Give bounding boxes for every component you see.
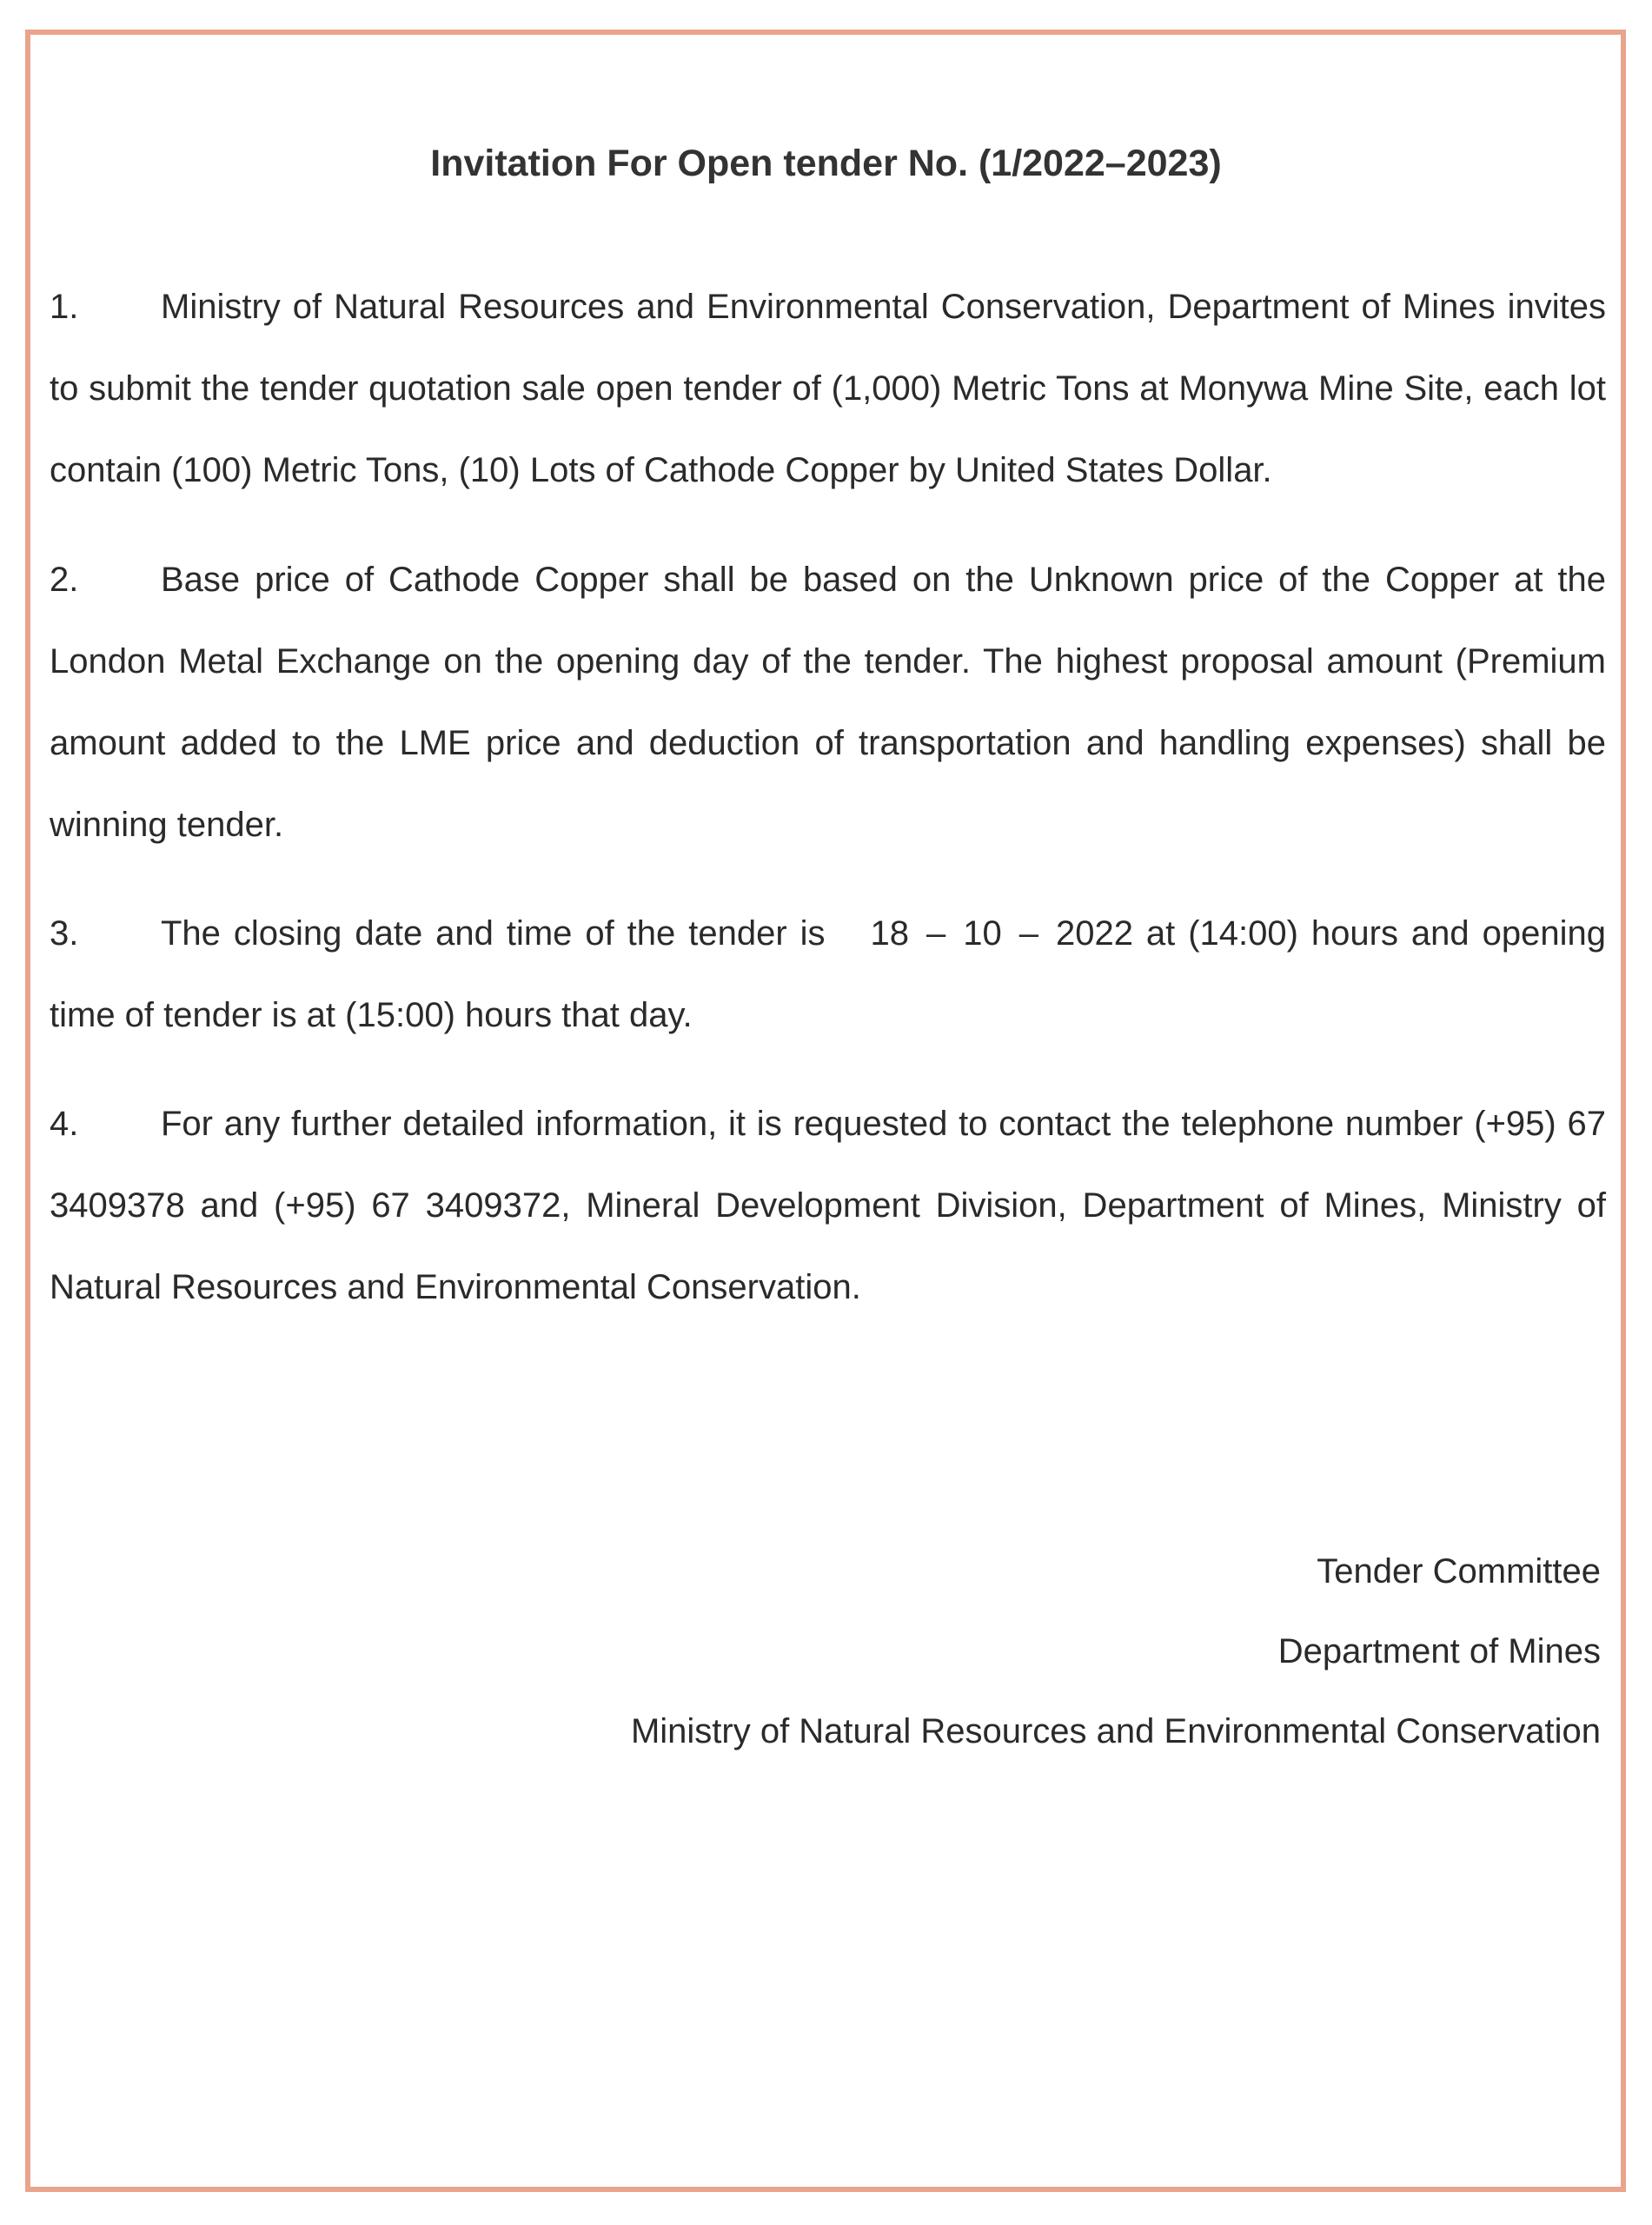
paragraph-2 — [50, 539, 1606, 866]
signature-committee: Tender Committee — [1317, 1552, 1601, 1591]
paragraph-number: 1. — [50, 288, 79, 326]
closing-date-day: 18 — [870, 914, 909, 953]
date-separator: – — [1018, 914, 1038, 953]
paragraph-text: Base price of Cathode Copper shall be based on the Unknown price of the Copper at the London Metal Exchange on the opening day of the tender. The highest proposal amount (Premium amount added to the LME price and deduction of transportation and handling expenses) shall be winning tender. — [50, 561, 1606, 844]
paragraph-text-after-date: at (14:00) hours and opening time of tender is at (15:00) hours that day. — [50, 914, 1606, 1034]
paragraph-text-before-date: The closing date and time of the tender is — [161, 914, 826, 953]
paragraph-3 — [50, 893, 1606, 1056]
closing-date-month: 10 — [963, 914, 1002, 953]
paragraph-1 — [50, 266, 1606, 511]
document-title: Invitation For Open tender No. (1/2022–2023) — [430, 143, 1222, 184]
signature-ministry: Ministry of Natural Resources and Environmental Conservation — [630, 1712, 1601, 1750]
paragraph-4 — [50, 1083, 1606, 1328]
closing-date-year: 2022 — [1055, 914, 1133, 953]
paragraph-text: Ministry of Natural Resources and Environmental Conservation, Department of Mines invites to submit the tender quotation sale open tender of (1,000) Metric Tons at Monywa Mine Site, each lot contain (100) Metric Tons, (10) Lots of Cathode Copper by United States Dollar. — [50, 288, 1606, 489]
date-separator: – — [926, 914, 946, 953]
paragraph-number: 3. — [50, 914, 79, 953]
signature-block — [631, 1531, 1601, 1771]
paragraph-number: 2. — [50, 561, 79, 599]
paragraph-number: 4. — [50, 1105, 79, 1143]
signature-department: Department of Mines — [1277, 1632, 1601, 1670]
paragraph-text: For any further detailed information, it is requested to contact the telephone number (+95) 67 3409378 and (+95) 67 3409372, Mineral Development Division, Department of Mines, Ministry of Natural Resources and Environmental Conservation. — [50, 1105, 1606, 1306]
